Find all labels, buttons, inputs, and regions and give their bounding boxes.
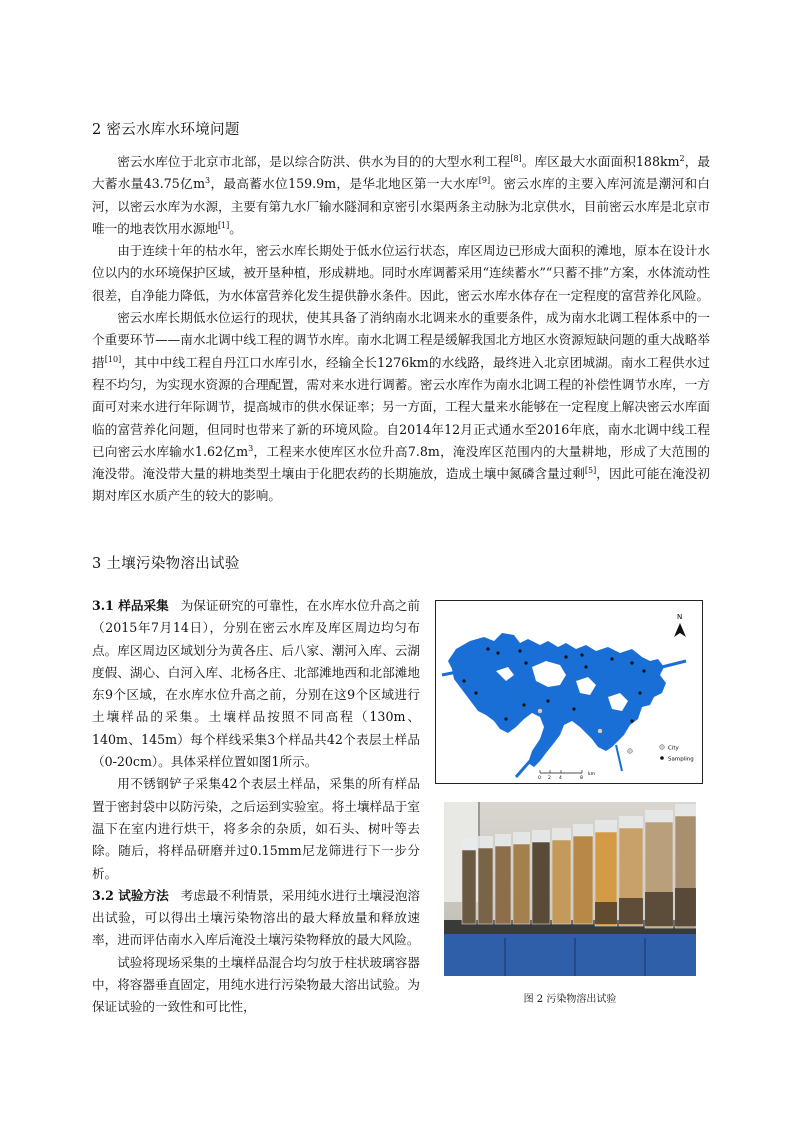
svg-text:4: 4 [559, 776, 562, 781]
scale-bar [538, 770, 595, 781]
legend-city: City [668, 745, 679, 752]
subsection-3-1: 3.1 样品采集 为保证研究的可靠性，在水库水位升高之前（2015年7月14日），分别在密云水库及库区周边均匀布点。库区周边区域划分为黄各庄、后八家、潮河入库、云湖度假、湖心、白河入库、北杨各庄、北部滩地西和北部滩地东9个区域，在水库水位升高之前，分别在这9个区域进行土壤样品的采集。土壤样品按照不同高程（130m、140m、145m）每个样线采集3个样品共42个表层土样品（0-20cm）。具体采样位置如图1所示。 [92, 598, 421, 770]
paragraph-1: 密云水库位于北京市北部，是以综合防洪、供水为目的的大型水利工程[8]。库区最大水面面积$188km^2$，最大蓄水量43.75亿$m^3$，最高蓄水位159.9m，是华北地区第一大水库[9]。密云水库的主要入库河流是潮河和白河，以密云水库为水源，主要有第九水厂输水隧洞和京密引水渠两条主动脉为北京供水，目前密云水库是北京市唯一的地表饮用水源地[1]。 [92, 153, 711, 236]
subsection-3-2-title: 3.2 试验方法 [92, 887, 169, 903]
paragraph-3: 密云水库长期低水位运行的现状，使其具备了消纳南水北调来水的重要条件，成为南水北调工程体系中的一个重要环节——南水北调中线工程的调节水库。南水北调工程是缓解我国北方地区水资源短缺问题的重大战略举措[10]，其中中线工程自丹江口水库引水，经输全长1276km的水线路，最终进入北京团城湖。南水工程供水过程不均匀，为实现水资源的合理配置，需对来水进行调蓄。密云水库作为南水北调工程的补偿性调节水库，一方面可对来水进行年际调节，提高城市的供水保证率；另一方面，工程大量来水能够在一定程度上解决密云水库面临的富营养化问题，但同时也带来了新的环境风险。自2014年12月正式通水至2016年底，南水北调中线工程已向密云水库输水1.62亿$m^3$，工程来水使库区水位升高7.8m，淹没库区范围内的大量耕地，形成了大范围的淹没带。淹没带大量的耕地类型土壤由于化肥农药的长期施放，造成土壤中氮磷含量过剩[5]，因此可能在淹没初期对库区水质产生的较大的影响。 [92, 310, 711, 504]
paragraph-method: 试验将现场采集的土壤样品混合均匀放于柱状玻璃容器中，将容器垂直固定，用纯水进行污染物最大溶出试验。为保证试验的一致性和可比性， [92, 954, 420, 1015]
svg-text:km: km [588, 772, 595, 777]
subsection-3-2: 3.2 试验方法 考虑最不利情景，采用纯水进行土壤浸泡溶出试验，可以得出土壤污染物溶出的最大释放量和释放速率，进而评估南水入库后淹没土壤污染物释放的最大风险。 [92, 887, 421, 948]
svg-text:0: 0 [538, 776, 541, 781]
subsection-3-1-title: 3.1 样品采集 [92, 598, 169, 613]
section-2-body [92, 151, 710, 508]
figure-2-photo [444, 802, 696, 976]
paragraph-2: 由于连续十年的枯水年，密云水库长期处于低水位运行状态，库区周边已形成大面积的滩地，原本在设计水位以内的水环境保护区域，被开垦种植，形成耕地。同时水库调蓄采用“连续蓄水”“只蓄不排”方案，水体流动性很差，自净能力降低，为水体富营养化发生提供静水条件。因此，密云水库水体存在一定程度的富营养化风险。 [92, 243, 710, 303]
legend-sampling: Sampling [668, 756, 694, 763]
section-2-heading: 2 密云水库水环境问题 [92, 122, 240, 138]
paragraph-collection: 用不锈钢铲子采集42个表层土样品，采集的所有样品置于密封袋中以防污染，之后运到实验室。将土壤样品于室温下在室内进行烘干，将多余的杂质，如石头、树叶等去除。随后，将样品研磨并过0.15mm尼龙筛进行下一步分析。 [92, 776, 420, 881]
section-3-heading: 3 土壤污染物溶出试验 [92, 556, 240, 572]
svg-text:2: 2 [548, 776, 551, 781]
reservoir-water [448, 633, 666, 767]
north-arrow-icon [674, 623, 686, 637]
section-3-left-column [92, 595, 420, 1019]
north-label: N [677, 613, 683, 621]
reservoir-map-svg [436, 601, 702, 783]
svg-text:8: 8 [580, 776, 583, 781]
figure-2-caption: 图 2 污染物溶出试验 [523, 994, 617, 1005]
lab-photo-svg [444, 802, 696, 976]
figure-1-map [435, 600, 703, 784]
